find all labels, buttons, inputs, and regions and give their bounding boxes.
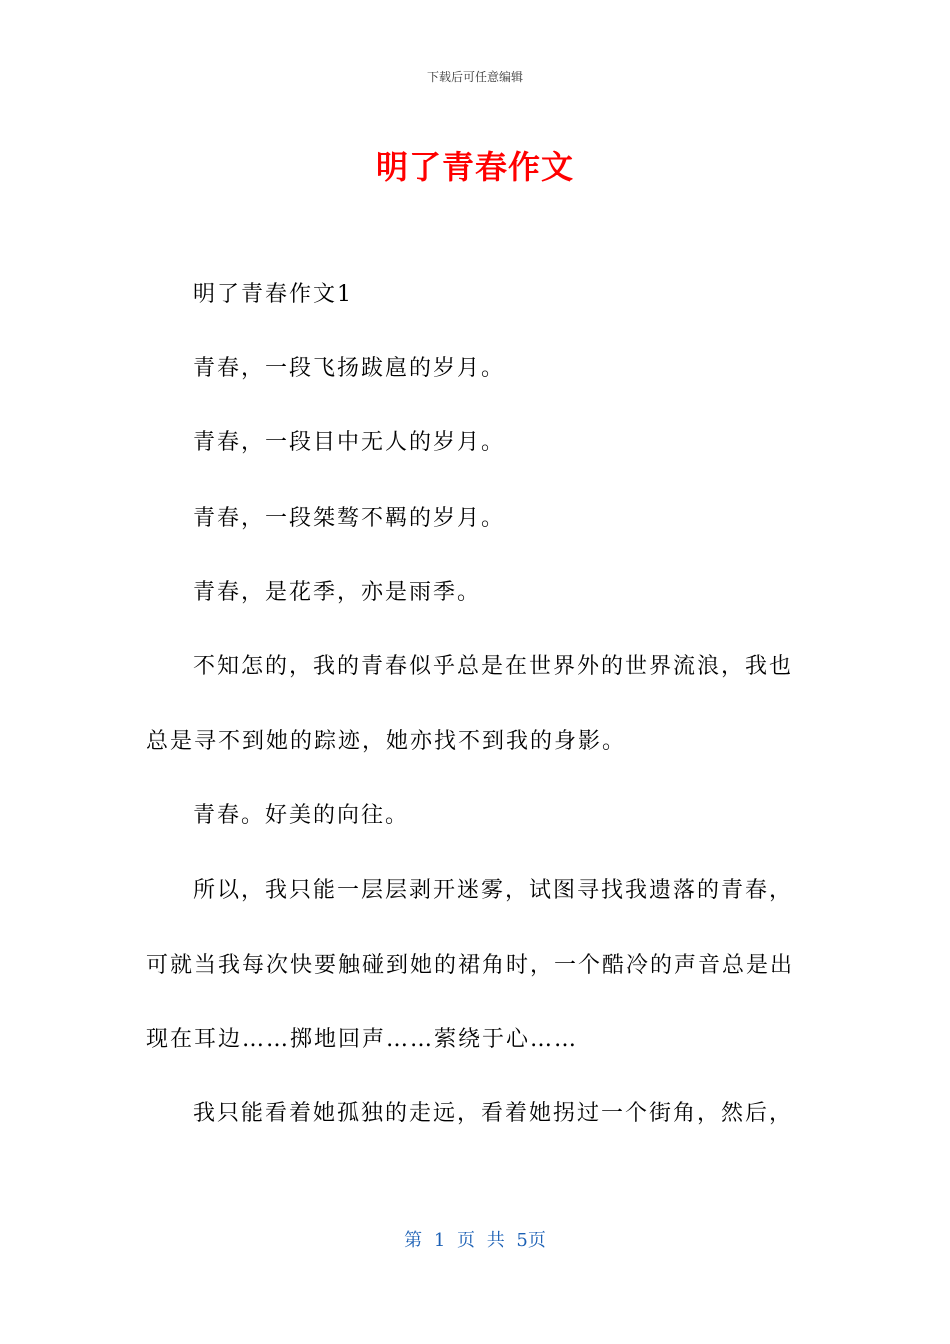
paragraph-line: 可就当我每次快要触碰到她的裙角时，一个酷冷的声音总是出: [146, 953, 795, 978]
paragraph-line: 总是寻不到她的踪迹，她亦找不到我的身影。: [146, 729, 627, 754]
page-number: 第 1 页 共 5页: [404, 1230, 546, 1251]
paragraph-line: 明了青春作文1: [193, 282, 353, 307]
paragraph-line: 所以，我只能一层层剥开迷雾，试图寻找我遗落的青春，: [193, 878, 794, 903]
paragraph-line: 现在耳边……掷地回声……萦绕于心……: [146, 1027, 579, 1052]
paragraph-line: 青春。好美的向往。: [193, 803, 410, 828]
paragraph-line: 我只能看着她孤独的走远，看着她拐过一个街角，然后，: [193, 1101, 794, 1126]
paragraph-line: 青春，一段目中无人的岁月。: [193, 430, 506, 455]
paragraph-line: 青春，一段飞扬跋扈的岁月。: [193, 356, 506, 381]
document-title: 明了青春作文: [375, 148, 574, 186]
paragraph-line: 青春，是花季，亦是雨季。: [193, 580, 482, 605]
paragraph-line: 青春，一段桀骜不羁的岁月。: [193, 506, 506, 531]
header-note: 下载后可任意编辑: [426, 70, 523, 84]
paragraph-line: 不知怎的，我的青春似乎总是在世界外的世界流浪，我也: [193, 654, 794, 679]
